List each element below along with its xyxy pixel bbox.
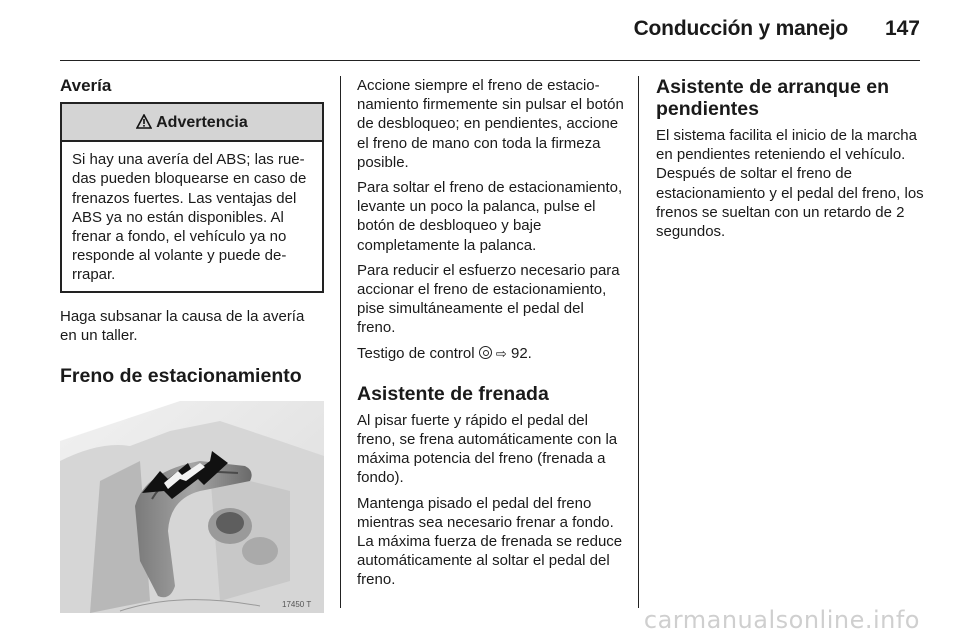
page-reference-arrow-icon: ⇨ xyxy=(495,345,507,361)
column-3 xyxy=(656,76,924,247)
watermark-text: carmanualsonline.info xyxy=(643,606,920,634)
para-pisar: Al pisar fuerte y rápido el pedal del freno, se frena automáticamente con la máxima potencia del freno (frenada a fondo). xyxy=(357,411,618,487)
testigo-label: Testigo de control xyxy=(357,344,475,362)
heading-averia: Avería xyxy=(60,76,112,95)
warning-header xyxy=(62,104,322,142)
image-code: 17450 T xyxy=(282,600,312,610)
warning-box xyxy=(60,102,324,293)
column-divider-2 xyxy=(638,76,639,608)
warning-triangle-icon xyxy=(136,114,156,131)
header-rule xyxy=(60,60,920,61)
para-mantenga: Mantenga pisado el pedal del freno mientras sea necesario frenar a fondo. La máxima fuerza de frenada se reduce automáticamente al soltar el pedal del freno. xyxy=(357,494,623,589)
page-number: 147 xyxy=(884,17,920,40)
para-sistema: El sistema facilita el inicio de la marcha en pendientes reteniendo el vehículo. Después de soltar el freno de estacionamiento y el pedal del freno, los frenos se sueltan con un retardo de 2 segundos. xyxy=(656,127,924,241)
para-accione: Accione siempre el freno de estacionamiento firmemente sin pulsar el botón de desbloqueo; en pendientes, accione el freno de mano con toda la firmeza posible. xyxy=(357,77,624,171)
column-divider-1 xyxy=(340,76,341,608)
column-2 xyxy=(357,76,625,596)
para-taller: Haga subsanar la causa de la avería en un taller. xyxy=(60,307,305,344)
brake-warning-lamp-icon xyxy=(479,346,492,359)
para-reducir: Para reducir el esfuerzo necesario para accionar el freno de estacionamiento, pise simultáneamente el pedal del freno. xyxy=(357,261,620,337)
warning-title: Advertencia xyxy=(156,114,248,131)
column-1 xyxy=(60,76,324,613)
testigo-page-ref: 92. xyxy=(511,344,532,362)
heading-freno-estacionamiento: Freno de estacionamiento xyxy=(60,365,302,388)
warning-text: Si hay una avería del ABS; las ruedas pueden bloquearse en caso de frenazos fuertes. Las ventajas del ABS ya no están disponibles. Al frenar a fondo, el vehículo ya no responde al volante y puede derrapar. xyxy=(72,151,307,284)
parking-brake-illustration xyxy=(60,401,324,613)
para-soltar: Para soltar el freno de estacionamiento, levante un poco la palanca, pulse el botón de desbloqueo y baje completamente la palanca. xyxy=(357,179,623,254)
heading-asistente-frenada: Asistente de frenada xyxy=(357,382,549,405)
running-header-title: Conducción y manejo xyxy=(633,17,848,40)
para-testigo xyxy=(357,344,625,363)
warning-body xyxy=(62,142,322,290)
heading-asistente-arranque: Asistente de arranque en pendientes xyxy=(656,76,889,120)
